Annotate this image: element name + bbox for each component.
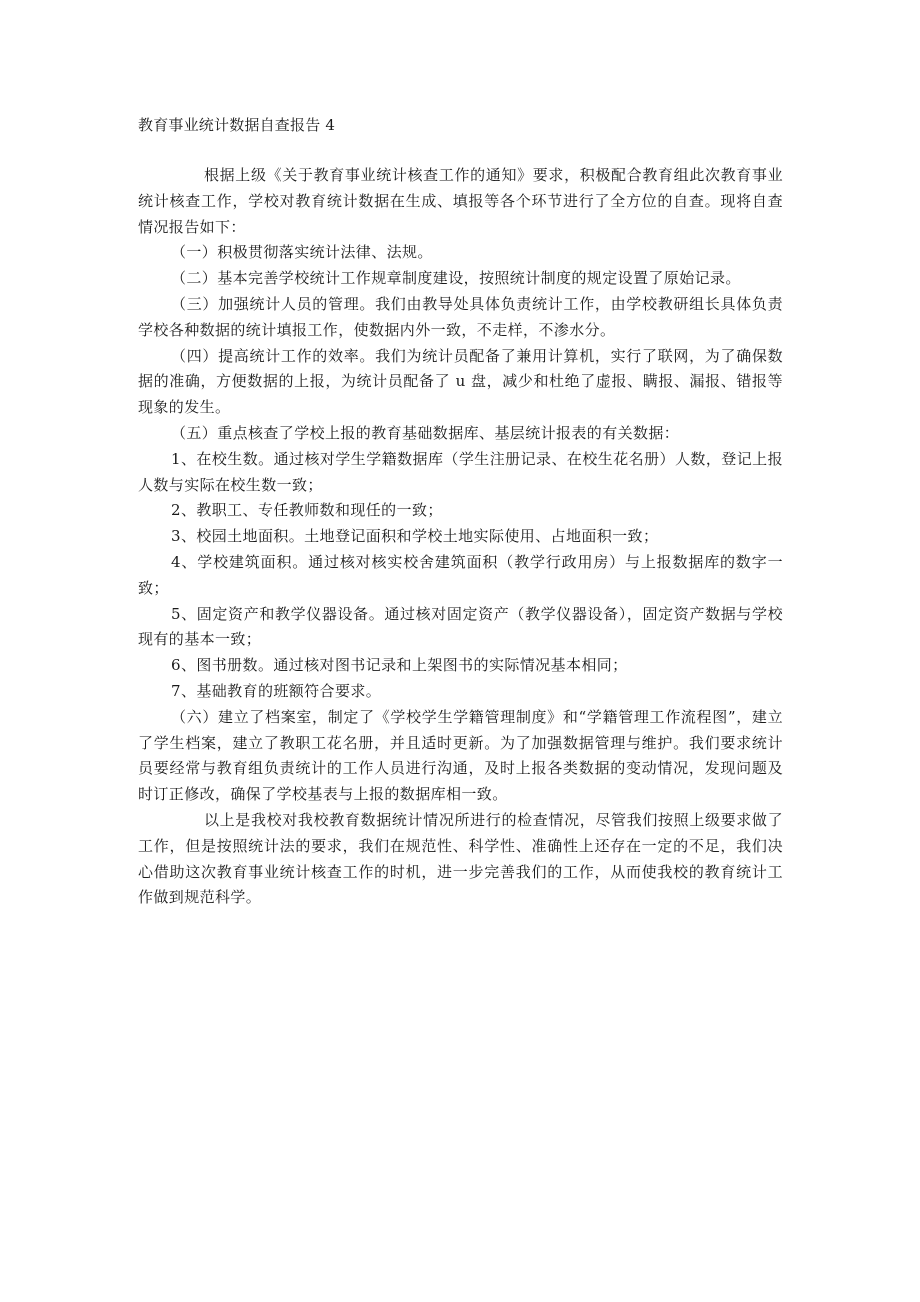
paragraph-section-3: （三）加强统计人员的管理。我们由教导处具体负责统计工作，由学校教研组长具体负责学校各种数据的统计填报工作，使数据内外一致，不走样，不渗水分。 [138, 294, 783, 339]
paragraph-conclusion: 以上是我校对我校教育数据统计情况所进行的检查情况，尽管我们按照上级要求做了工作，但是按照统计法的要求，我们在规范性、科学性、准确性上还存在一定的不足，我们决心借助这次教育事业统计核查工作的时机，进一步完善我们的工作，从而使我校的教育统计工作做到规范科学。 [138, 810, 783, 907]
paragraph-section-4: （四）提高统计工作的效率。我们为统计员配备了兼用计算机，实行了联网，为了确保数据的准确，方便数据的上报，为统计员配备了 u 盘，减少和杜绝了虚报、瞒报、漏报、错报等现象的发生。 [138, 346, 783, 417]
paragraph-section-2: （二）基本完善学校统计工作规章制度建设，按照统计制度的规定设置了原始记录。 [171, 269, 741, 288]
document-body [138, 163, 783, 911]
paragraph-section-1: （一）积极贯彻落实统计法律、法规。 [171, 243, 433, 262]
paragraph-item-6: 6、图书册数。通过核对图书记录和上架图书的实际情况基本相同； [171, 656, 628, 675]
paragraph-section-6: （六）建立了档案室，制定了《学校学生学籍管理制度》和“学籍管理工作流程图”，建立了学生档案，建立了教职工花名册，并且适时更新。为了加强数据管理与维护。我们要求统计员要经常与教育组负责统计的工作人员进行沟通，及时上报各类数据的变动情况，发现问题及时订正修改，确保了学校基表与上报的数据库相一致。 [138, 707, 783, 804]
paragraph-intro: 根据上级《关于教育事业统计核查工作的通知》要求，积极配合教育组此次教育事业统计核查工作，学校对教育统计数据在生成、填报等各个环节进行了全方位的自查。现将自查情况报告如下： [138, 166, 783, 236]
paragraph-item-1: 1、在校生数。通过核对学生学籍数据库（学生注册记录、在校生花名册）人数，登记上报人数与实际在校生数一致； [138, 449, 783, 494]
paragraph-item-7: 7、基础教育的班额符合要求。 [171, 681, 382, 700]
paragraph-item-3: 3、校园土地面积。土地登记面积和学校土地实际使用、占地面积一致； [171, 527, 659, 546]
paragraph-item-5: 5、固定资产和教学仪器设备。通过核对固定资产（教学仪器设备），固定资产数据与学校现有的基本一致； [138, 604, 783, 649]
paragraph-item-2: 2、教职工、专任教师数和现任的一致； [171, 501, 443, 520]
document-title: 教育事业统计数据自查报告 4 [138, 116, 336, 134]
paragraph-section-5: （五）重点核查了学校上报的教育基础数据库、基层统计报表的有关数据： [171, 423, 680, 442]
paragraph-item-4: 4、学校建筑面积。通过核对核实校舍建筑面积（教学行政用房）与上报数据库的数字一致； [138, 552, 783, 597]
